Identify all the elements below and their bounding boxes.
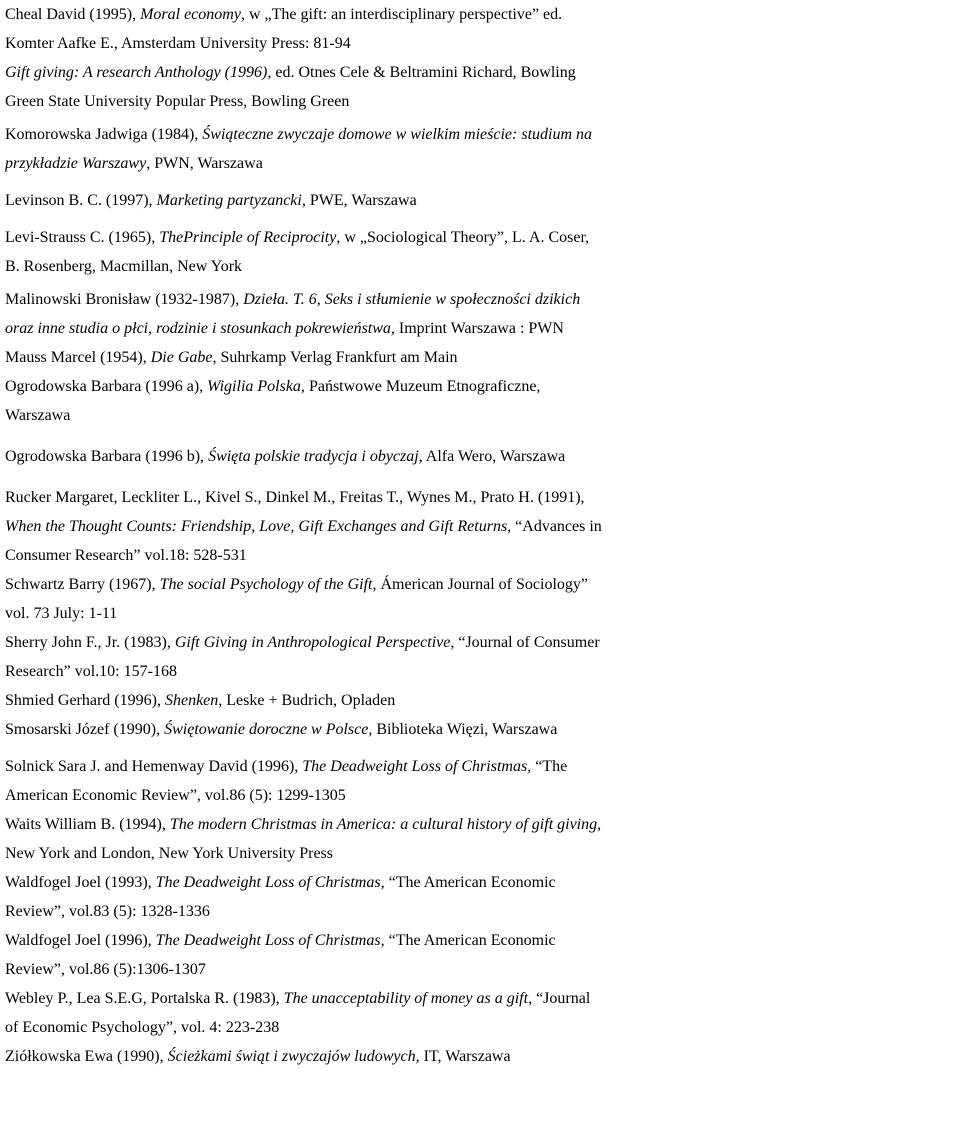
reference-line [5,686,958,715]
reference-line [5,120,958,149]
citation-text: of Economic Psychology”, vol. 4: 223-238 [5,1019,280,1036]
citation-text: Sherry John F., Jr. (1983), [5,634,175,651]
reference-sherry [5,628,958,686]
reference-waldfogel-1993 [5,868,958,926]
reference-levinson [5,186,958,215]
citation-text: Ziółkowska Ewa (1990), [5,1048,168,1065]
italic-title-text: The Deadweight Loss of Christmas, [155,874,385,891]
reference-line [5,186,958,215]
reference-smosarski [5,715,958,744]
citation-text: Levi-Strauss C. (1965), [5,229,160,246]
citation-text: Research” vol.10: 157-168 [5,663,177,680]
reference-line [5,657,958,686]
citation-text: Mauss Marcel (1954), [5,349,151,366]
citation-text: Green State University Popular Press, Bowling Green [5,93,350,110]
reference-line [5,1042,958,1071]
reference-line [5,401,958,430]
citation-text: Waits William B. (1994), [5,816,170,833]
reference-line [5,252,958,281]
citation-text: New York and London, New York University Press [5,845,333,862]
reference-line [5,314,958,343]
reference-komorowska [5,120,958,178]
citation-text: “The [531,758,568,775]
citation-text: , w „The gift: an interdisciplinary perspective” ed. [240,6,563,23]
citation-text: “The American Economic [384,932,556,949]
italic-title-text: When the Thought Counts: Friendship, Love, Gift Exchanges and Gift Returns [5,518,508,535]
italic-title-text: The Deadweight Loss of Christmas, [302,758,532,775]
reference-line [5,628,958,657]
citation-text: Warszawa [5,407,71,424]
reference-shmied [5,686,958,715]
italic-title-text: Gift Giving in Anthropological Perspective [174,634,451,651]
reference-waits [5,810,958,868]
citation-text: Levinson B. C. (1997), [5,192,157,209]
reference-line [5,810,958,839]
citation-text: Solnick Sara J. and Hemenway David (1996), [5,758,303,775]
reference-waldfogel-1996 [5,926,958,984]
italic-title-text: Dzieła. T. 6, Seks i stłumienie w społeczności dzikich [243,291,581,308]
reference-line [5,868,958,897]
reference-line [5,372,958,401]
reference-cheal [5,0,958,58]
italic-title-text: Świętowanie doroczne w Polsce, [164,721,373,738]
citation-text: Shmied Gerhard (1996), [5,692,165,709]
reference-line [5,752,958,781]
citation-text: Komorowska Jadwiga (1984), [5,126,203,143]
citation-text: Ogrodowska Barbara (1996 b), [5,448,209,465]
reference-line [5,897,958,926]
reference-levi-strauss [5,223,958,281]
reference-line [5,955,958,984]
citation-text: Cheal David (1995), [5,6,141,23]
citation-text: Waldfogel Joel (1996), [5,932,156,949]
citation-text: Alfa Wero, Warszawa [422,448,566,465]
italic-title-text: The Deadweight Loss of Christmas, [155,932,385,949]
citation-text: Komter Aafke E., Amsterdam University Press: 81-94 [5,35,351,52]
citation-text: , Ámerican Journal of Sociology” [372,576,588,593]
citation-text: B. Rosenberg, Macmillan, New York [5,258,243,275]
italic-title-text: Die Gabe [150,349,213,366]
citation-text: Rucker Margaret, Leckliter L., Kivel S., Dinkel M., Freitas T., Wynes M., Prato H. (1991), [5,489,585,506]
reference-otnes [5,58,958,116]
reference-line [5,599,958,628]
reference-line [5,285,958,314]
italic-title-text: Ścieżkami świąt i zwyczajów ludowych, [167,1048,420,1065]
citation-text: , ed. Otnes Cele & Beltramini Richard, Bowling [267,64,576,81]
italic-title-text: Moral economy [140,6,241,23]
reference-line [5,781,958,810]
citation-text: PWE, Warszawa [305,192,417,209]
citation-text: vol. 73 July: 1-11 [5,605,118,622]
citation-text: , Leske + Budrich, Opladen [218,692,396,709]
italic-title-text: Shenken [164,692,219,709]
citation-text: Biblioteka Więzi, Warszawa [372,721,558,738]
reference-line [5,541,958,570]
reference-line [5,87,958,116]
italic-title-text: Gift giving: A research Anthology (1996) [5,64,268,81]
reference-line [5,570,958,599]
reference-ziolkowska [5,1042,958,1071]
reference-solnick [5,752,958,810]
reference-mauss [5,343,958,372]
citation-text: , PWN, Warszawa [146,155,263,172]
citation-text: , w „Sociological Theory”, L. A. Coser, [336,229,590,246]
citation-text: Review”, vol.86 (5):1306-1307 [5,961,206,978]
bibliography-page [5,0,958,1071]
citation-text: Państwowe Muzeum Etnograficzne, [304,378,541,395]
reference-line [5,839,958,868]
italic-title-text: ThePrinciple of Reciprocity [159,229,337,246]
citation-text: Malinowski Bronisław (1932-1987), [5,291,244,308]
reference-line [5,343,958,372]
citation-text: , Suhrkamp Verlag Frankfurt am Main [212,349,458,366]
reference-line [5,715,958,744]
italic-title-text: oraz inne studia o płci, rodzinie i stosunkach pokrewieństwa, [5,320,395,337]
reference-line [5,1013,958,1042]
italic-title-text: Marketing partyzancki, [156,192,306,209]
reference-line [5,58,958,87]
citation-text: Imprint Warszawa : PWN [394,320,564,337]
italic-title-text: przykładzie Warszawy [5,155,147,172]
reference-line [5,0,958,29]
italic-title-text: The modern Christmas in America: a cultural history of gift giving [169,816,598,833]
reference-schwartz [5,570,958,628]
reference-rucker [5,483,958,570]
reference-line [5,223,958,252]
reference-line [5,29,958,58]
citation-text: , “Advances in [507,518,602,535]
italic-title-text: The unacceptability of money as a gift [283,990,529,1007]
reference-line [5,442,958,471]
citation-text: “The American Economic [384,874,556,891]
citation-text: Schwartz Barry (1967), [5,576,160,593]
reference-webley [5,984,958,1042]
citation-text: IT, Warszawa [419,1048,511,1065]
citation-text: American Economic Review”, vol.86 (5): 1299-1305 [5,787,346,804]
italic-title-text: Świąteczne zwyczaje domowe w wielkim mieście: studium na [202,126,593,143]
reference-line [5,483,958,512]
reference-line [5,149,958,178]
citation-text: Consumer Research” vol.18: 528-531 [5,547,247,564]
reference-line [5,984,958,1013]
citation-text: Smosarski Józef (1990), [5,721,165,738]
citation-text: Ogrodowska Barbara (1996 a), [5,378,208,395]
citation-text: , [597,816,602,833]
reference-malinowski [5,285,958,343]
citation-text: Review”, vol.83 (5): 1328-1336 [5,903,210,920]
reference-ogrodowska-a [5,372,958,430]
reference-line [5,512,958,541]
citation-text: , “Journal of Consumer [450,634,600,651]
reference-ogrodowska-b [5,442,958,471]
citation-text: Webley P., Lea S.E.G, Portalska R. (1983), [5,990,284,1007]
citation-text: , “Journal [528,990,591,1007]
italic-title-text: The social Psychology of the Gift [159,576,373,593]
reference-line [5,926,958,955]
italic-title-text: Święta polskie tradycja i obyczaj, [208,448,423,465]
citation-text: Waldfogel Joel (1993), [5,874,156,891]
italic-title-text: Wigilia Polska, [207,378,305,395]
